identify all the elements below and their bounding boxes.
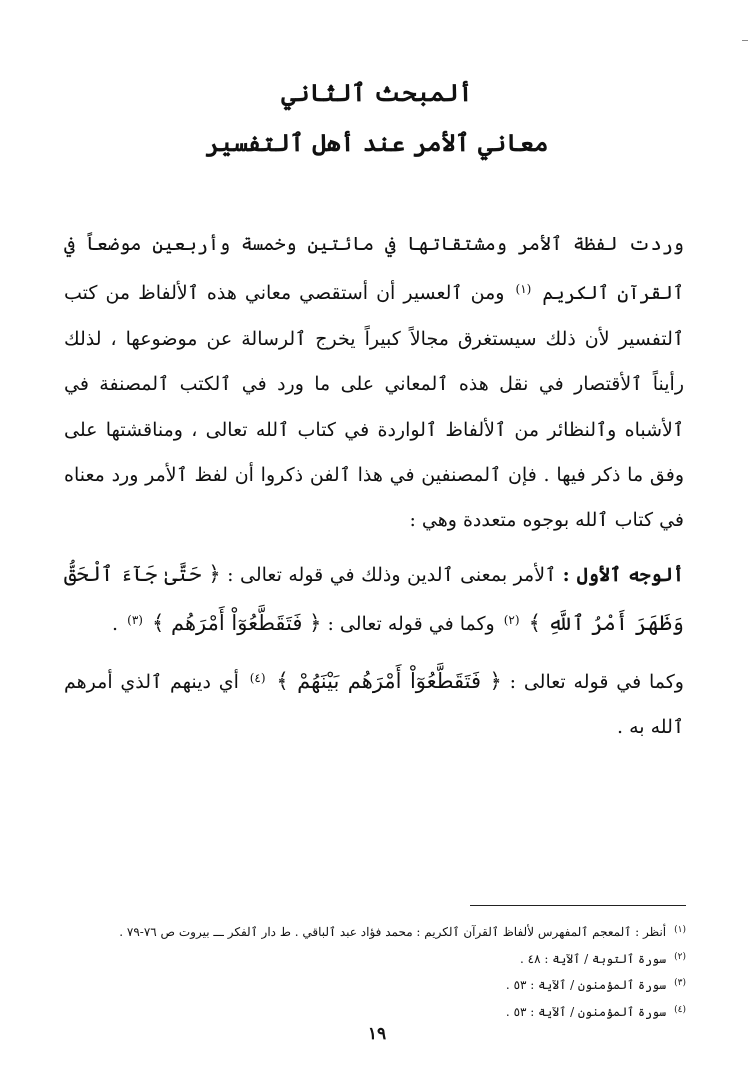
quran-verse-1: ﴿ حَتَّىٰ جَآءَ ٱلْحَقُّ وَظَهَرَ أَمْرُ ٱللَّهِ ﴾: [64, 561, 684, 636]
footnote-number: (٣): [674, 978, 686, 988]
paragraph-example: [64, 656, 684, 751]
paragraph-intro: [64, 222, 684, 544]
paragraph-intro-part2: ومن ٱلعسير أن أستقصي معاني هذه ٱلألفاظ من كتب ٱلتفسير لأن ذلك سيستغرق مجالاً كبيراً يخرج ٱلرسالة عن موضوعها ، لذلك رأيناً ٱلأقتصار في نقل هذه ٱلمعاني على ما ورد في ٱلكتب ٱلمصنفة في ٱلأشباه وٱلنظائر من ٱلألفاظ ٱلواردة في كتاب ٱلله تعالى ، ومناقشتها على وفق ما ذكر فيها . فإن ٱلمصنفين في هذا ٱلفن ذكروا أن لفظ ٱلأمر ورد معناه في كتاب ٱلله بوجوه متعددة وهي :: [64, 282, 684, 532]
paragraph-intro-part1: وردت لفظة ٱلأمر ومشتقاتها في مائتين وخمسة وأربعين موضعاً في ٱلقرآن ٱلكريم: [64, 233, 685, 305]
footnote-1: [46, 918, 686, 945]
footnote-2: [46, 945, 686, 972]
chapter-title: ألمبحث ٱلثاني: [281, 78, 473, 107]
footnote-number: (١): [674, 925, 686, 935]
first-aspect-end: .: [112, 613, 119, 636]
example-text: وكما في قوله تعالى :: [509, 670, 684, 693]
footnote-separator: [470, 905, 686, 906]
footnote-ref-4: (٤): [249, 670, 266, 685]
section-title: معاني ٱلأمر عند أهل ٱلتفسير: [205, 128, 549, 157]
example-text-2: أي دينهم ٱلذي أمرهم ٱلله به .: [64, 670, 684, 739]
footnote-3: [46, 971, 686, 998]
footnote-ref-3: (٣): [127, 613, 143, 628]
footnote-number: (٢): [674, 951, 686, 962]
footnote-ref-1: (١): [515, 282, 532, 297]
body-text: [64, 222, 684, 750]
footnote-number: (٤): [674, 1004, 686, 1015]
page-number: ١٩: [367, 1024, 387, 1044]
footnote-4: [46, 998, 686, 1025]
first-aspect-heading: ألوجه ٱلأول :: [562, 563, 684, 586]
paragraph-first-aspect: [64, 552, 684, 648]
scan-mark: [742, 40, 748, 41]
quran-verse-3: ﴿ فَتَقَطَّعُوٓاْ أَمْرَهُم بَيْنَهُمْ ﴾: [276, 668, 502, 693]
quran-verse-2: ﴿ فَتَقَطَّعُوٓاْ أَمْرَهُم ﴾: [152, 611, 322, 636]
footnote-text: سورة ٱلتوبة / ٱلآية : ٤٨ .: [519, 951, 667, 966]
first-aspect-text: ٱلأمر بمعنى ٱلدين وذلك في قوله تعالى :: [227, 563, 557, 586]
first-aspect-text-2: وكما في قوله تعالى :: [327, 613, 495, 636]
footnote-text: سورة ٱلمؤمنون / ٱلآية : ٥٣ .: [505, 978, 667, 992]
footnote-text: أنظر : ٱلمعجم ٱلمفهرس لألفاظ ٱلقرآن ٱلكريم : محمد فؤاد عبد ٱلباقي . ط دار ٱلفكر ـــ بيروت ص ٧٦-٧٩ .: [119, 925, 667, 939]
footnote-text: سورة ٱلمؤمنون / ٱلآية : ٥٣ .: [505, 1004, 667, 1019]
footnote-ref-2: (٢): [503, 613, 520, 628]
footnotes: [46, 918, 686, 1024]
